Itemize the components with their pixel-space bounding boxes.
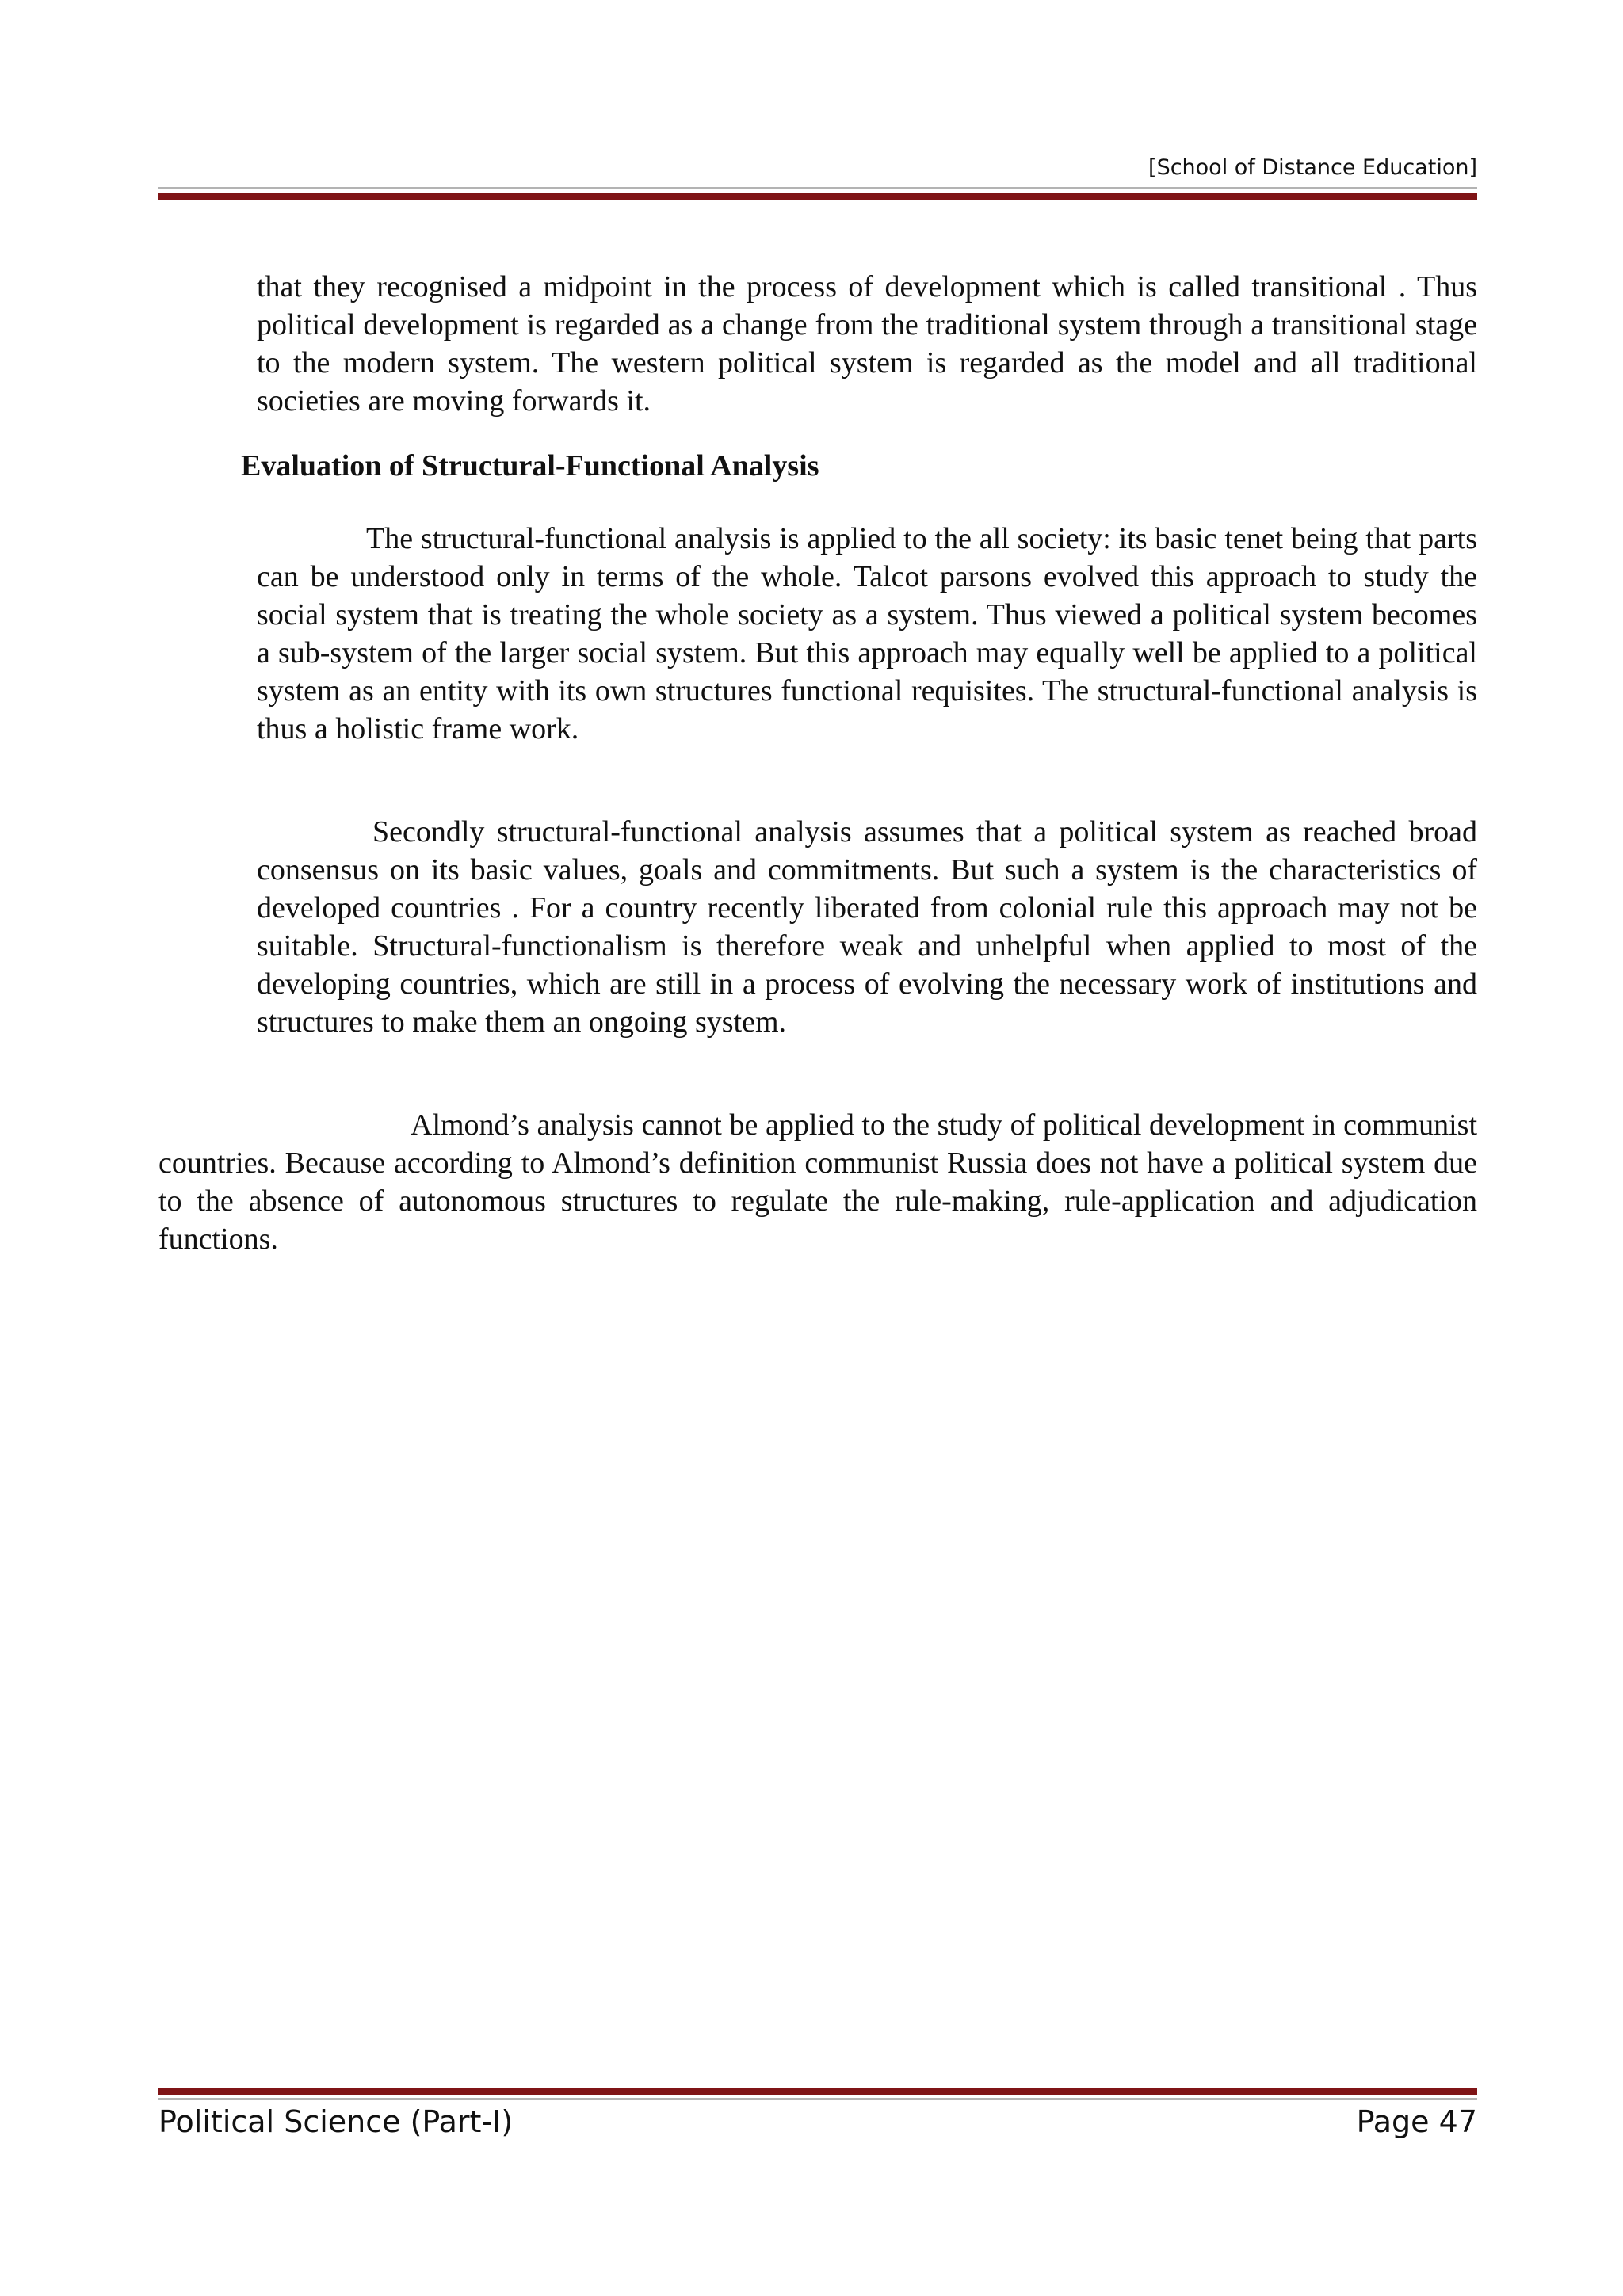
footer-thin-rule — [158, 2098, 1477, 2100]
running-header: [School of Distance Education] — [1148, 155, 1477, 180]
header-thin-rule — [158, 187, 1477, 189]
paragraph-transitional: that they recognised a midpoint in the process of development which is called transitional . Thus political development is regarded as a change from the traditional system through a transitional stage to the modern system. The western political system is regarded as the model and all traditional societies are moving forwards it. — [257, 270, 1477, 418]
footer-page-number: Page 47 — [1356, 2104, 1477, 2139]
section-heading: Evaluation of Structural-Functional Analysis — [241, 449, 819, 482]
header-thick-rule — [158, 193, 1477, 200]
paragraph-consensus: Secondly structural-functional analysis assumes that a political system as reached broad consensus on its basic values, goals and commitments. But such a system is the characteristics of developed countries . For a country recently liberated from colonial rule this approach may not be suitable. Structural-functionalism is therefore weak and unhelpful when applied to most of the developing countries, which are still in a process of evolving the necessary work of institutions and structures to make them an ongoing system. — [257, 815, 1477, 1039]
footer-course-title: Political Science (Part-I) — [158, 2104, 514, 2139]
footer-thick-rule — [158, 2088, 1477, 2095]
paragraph-almond: Almond’s analysis cannot be applied to the study of political development in communist countries. Because according to Almond’s definition communist Russia does not have a political system due to the absence of autonomous structures to regulate the rule-making, rule-application and adjudication functions. — [158, 1108, 1477, 1256]
paragraph-holistic: The structural-functional analysis is applied to the all society: its basic tenet being that parts can be understood only in terms of the whole. Talcot parsons evolved this approach to study the social system that is treating the whole society as a system. Thus viewed a political system becomes a sub-system of the larger social system. But this approach may equally well be applied to a political system as an entity with its own structures functional requisites. The structural-functional analysis is thus a holistic frame work. — [257, 522, 1477, 746]
